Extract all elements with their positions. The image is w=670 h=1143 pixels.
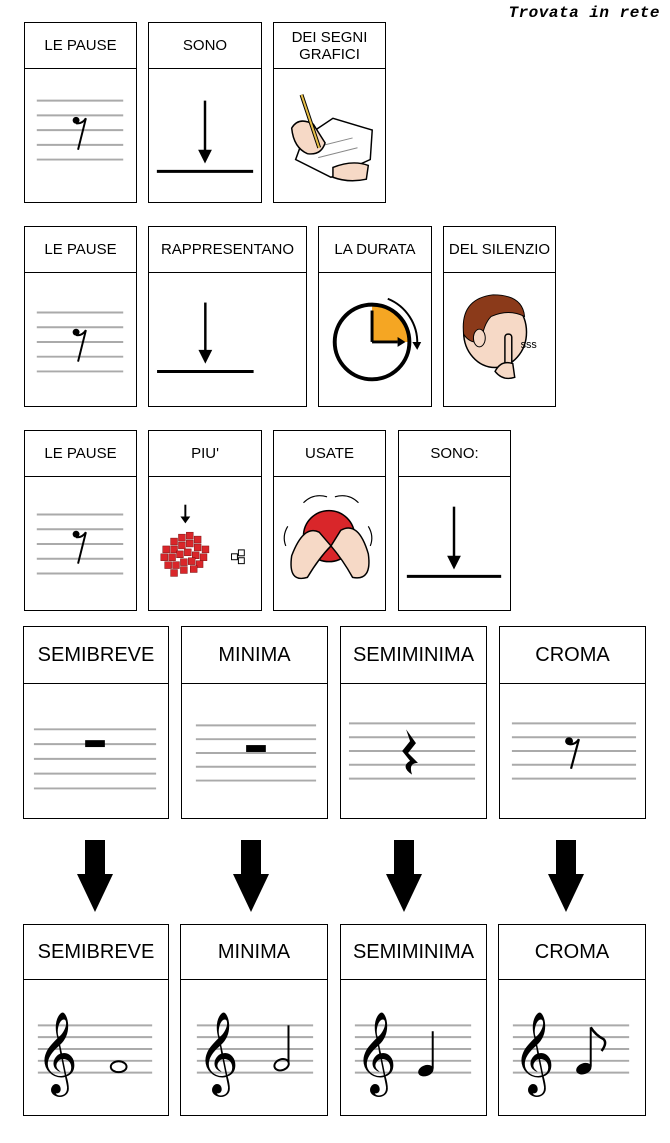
semiminima-note-staff-icon [341, 980, 486, 1115]
card-note-minima [180, 924, 328, 1116]
card-rest-minima [181, 626, 328, 819]
svg-text:𝄞: 𝄞 [196, 1010, 239, 1094]
down-arrow-line-icon [149, 69, 261, 202]
eighth-rest-staff-icon [25, 477, 136, 610]
card-note-semiminima [340, 924, 487, 1116]
croma-rest-icon [500, 684, 645, 818]
down-arrow-icon [233, 840, 269, 912]
svg-text:𝄞: 𝄞 [35, 1010, 78, 1094]
card-label: SONO [149, 23, 261, 69]
down-arrow-line-icon [149, 273, 306, 406]
card-segni-grafici [273, 22, 386, 203]
source-note: Trovata in rete [508, 4, 660, 22]
card-label: PIU' [149, 431, 261, 477]
card-rest-semibreve [23, 626, 169, 819]
card-label: CROMA [499, 925, 645, 980]
svg-text:𝄞: 𝄞 [512, 1010, 555, 1094]
card-label: USATE [274, 431, 385, 477]
silence-sound-text: sss [520, 338, 537, 351]
card-rest-croma [499, 626, 646, 819]
card-usate [273, 430, 386, 611]
card-label: SEMIMINIMA [341, 627, 486, 684]
hand-writing-icon [274, 69, 385, 202]
hands-pressing-button-icon [274, 477, 385, 610]
down-arrow-icon [386, 840, 422, 912]
card-le-pause-1 [24, 22, 137, 203]
svg-text:𝄞: 𝄞 [354, 1010, 397, 1094]
card-sono-1 [148, 22, 262, 203]
card-rappresentano [148, 226, 307, 407]
card-piu [148, 430, 262, 611]
card-label: LE PAUSE [25, 23, 136, 69]
card-label: SEMIMINIMA [341, 925, 486, 980]
card-le-pause-3 [24, 430, 137, 611]
card-label: LE PAUSE [25, 227, 136, 273]
card-label: MINIMA [181, 925, 327, 980]
card-label: DEI SEGNI GRAFICI [274, 23, 385, 69]
many-squares-icon [149, 477, 261, 610]
card-label: SEMIBREVE [24, 627, 168, 684]
card-label: MINIMA [182, 627, 327, 684]
card-label: LE PAUSE [25, 431, 136, 477]
semiminima-rest-icon [341, 684, 486, 818]
minima-rest-icon [182, 684, 327, 818]
card-la-durata [318, 226, 432, 407]
semibreve-rest-icon [24, 684, 168, 818]
card-sono-2 [398, 430, 511, 611]
down-arrow-icon [548, 840, 584, 912]
croma-note-staff-icon [499, 980, 645, 1115]
down-arrow-icon [77, 840, 113, 912]
card-del-silenzio [443, 226, 556, 407]
card-label: RAPPRESENTANO [149, 227, 306, 273]
card-label: DEL SILENZIO [444, 227, 555, 273]
card-label: SONO: [399, 431, 510, 477]
card-label: SEMIBREVE [24, 925, 168, 980]
card-note-semibreve [23, 924, 169, 1116]
down-arrow-line-icon [399, 477, 510, 610]
card-note-croma [498, 924, 646, 1116]
semibreve-note-staff-icon [24, 980, 168, 1115]
card-label: LA DURATA [319, 227, 431, 273]
eighth-rest-staff-icon [25, 273, 136, 406]
clock-duration-icon [319, 273, 431, 406]
eighth-rest-staff-icon [25, 69, 136, 202]
minima-note-staff-icon [181, 980, 327, 1115]
card-rest-semiminima [340, 626, 487, 819]
person-shushing-icon [444, 273, 555, 406]
card-le-pause-2 [24, 226, 137, 407]
card-label: CROMA [500, 627, 645, 684]
